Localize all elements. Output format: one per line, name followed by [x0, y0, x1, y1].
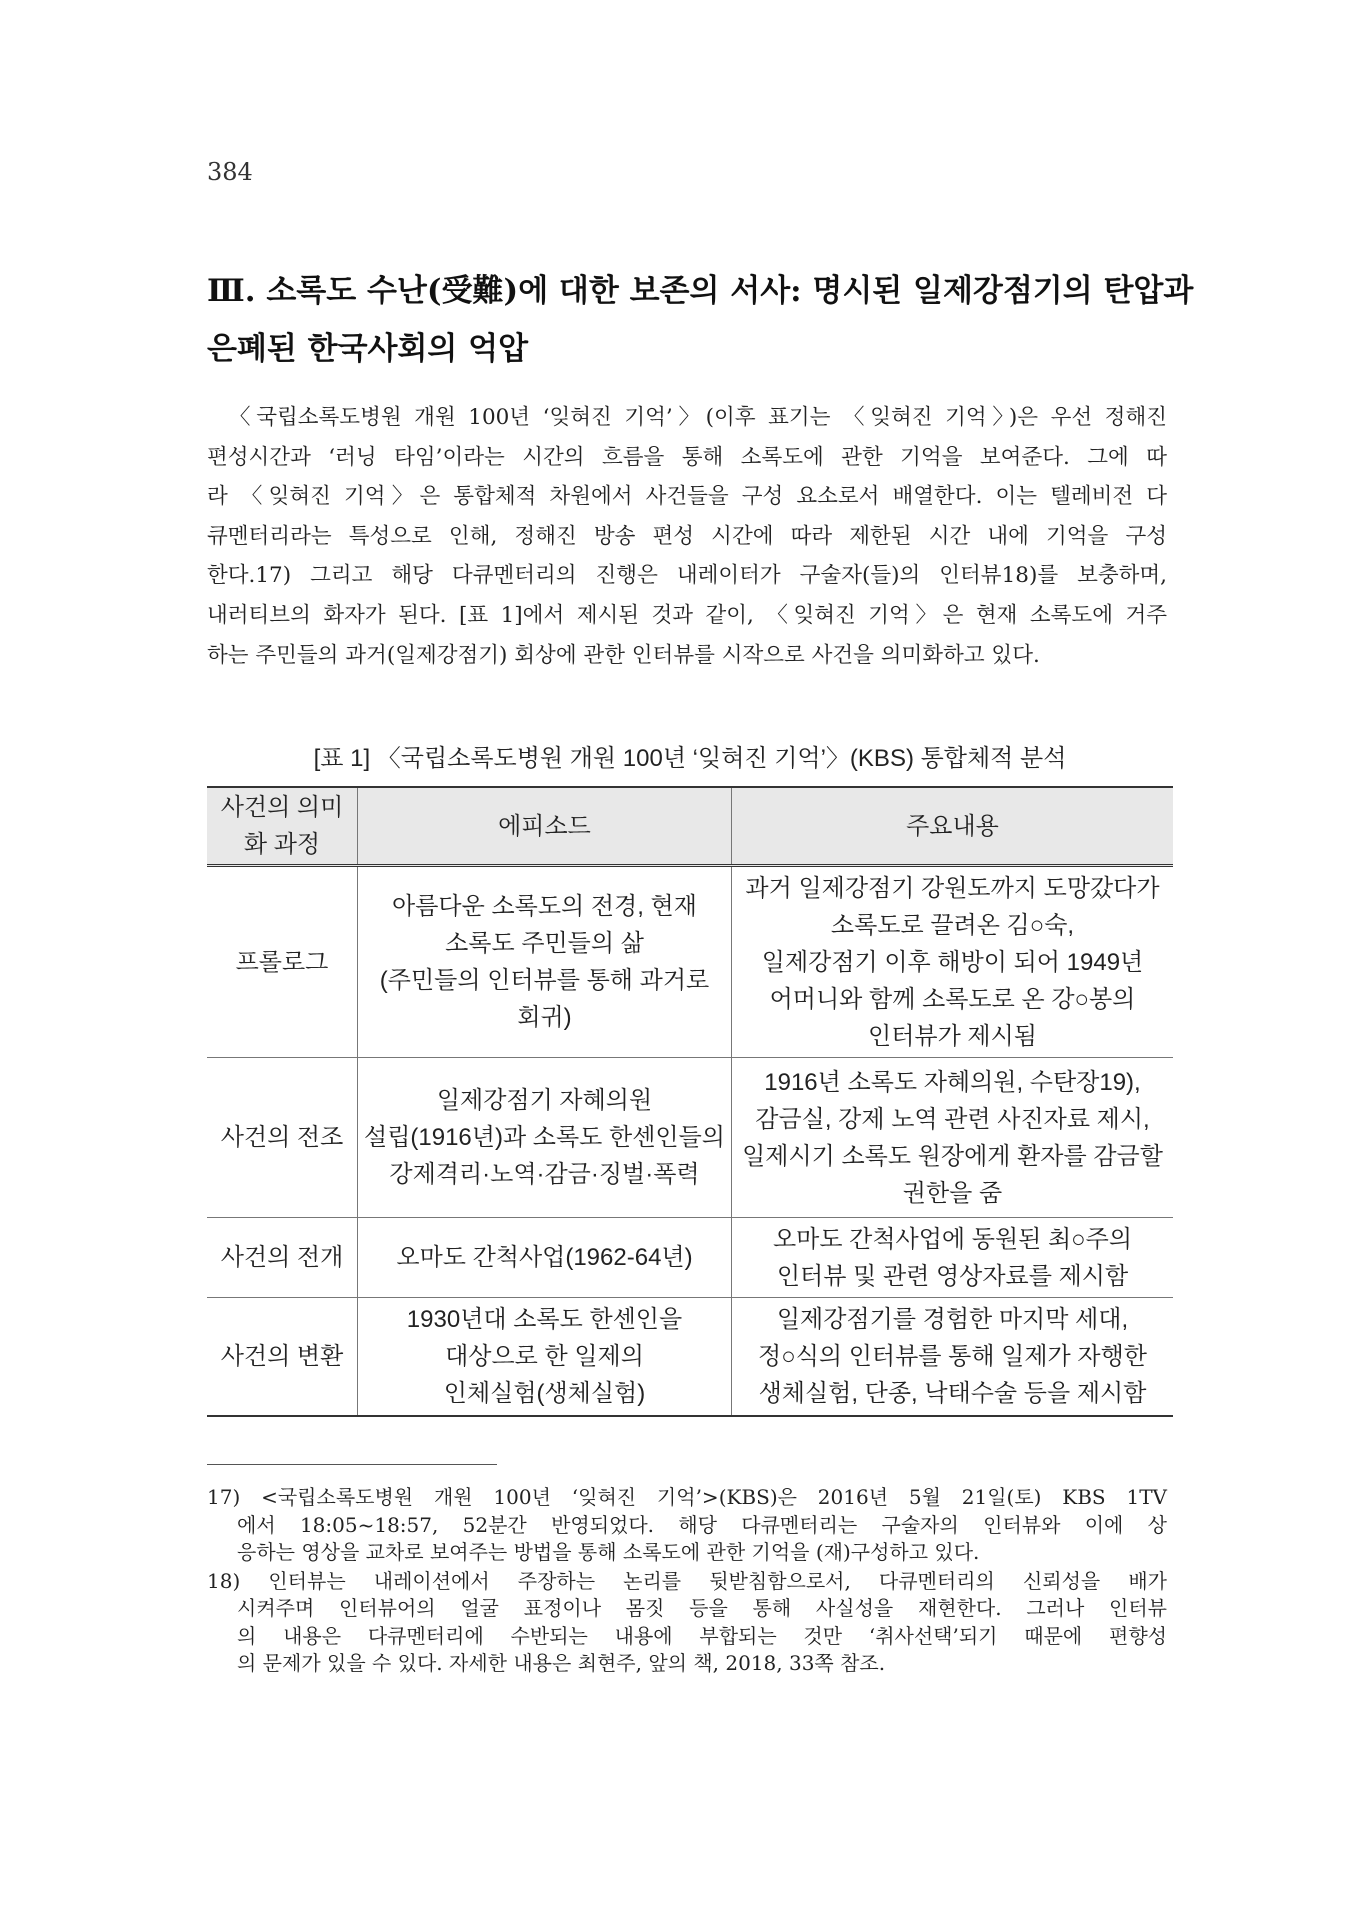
page-number: 384 [207, 158, 253, 186]
content-cell [732, 866, 1174, 1058]
section-heading-line: Ⅲ. 소록도 수난(受難)에 대한 보존의 서사: 명시된 일제강점기의 탄압과 [207, 273, 1194, 309]
column-header-stage: 사건의 의미화 과정 [207, 787, 358, 866]
cell-line: 생체실험, 단종, 낙태수술 등을 제시함 [758, 1379, 1147, 1407]
cell-line: 아름다운 소록도의 전경, 현재 [392, 893, 697, 920]
episode-cell [358, 1058, 732, 1218]
cell-line: 일제시기 소록도 원장에게 환자를 감금할 [742, 1142, 1163, 1170]
cell-line: 감금실, 강제 노역 관련 사진자료 제시, [755, 1105, 1150, 1133]
stage-cell: 사건의 변환 [207, 1298, 358, 1416]
cell-line: 대상으로 한 일제의 [445, 1342, 644, 1370]
cell-line: 회귀) [517, 1004, 572, 1031]
episode-cell [358, 1218, 732, 1298]
footnote-17 [207, 1484, 1167, 1567]
cell-line: 강제격리·노역·감금·징벌·폭력 [389, 1161, 700, 1188]
cell-line: 일제강점기 이후 해방이 되어 1949년 [761, 948, 1144, 976]
cell-line: 소록도 주민들의 삶 [445, 930, 644, 957]
content-cell [732, 1058, 1174, 1218]
paragraph-line: 내러티브의 화자가 된다. [표 1]에서 제시된 것과 같이, 〈잊혀진 기억〉은 현재 소록도에 거주 [207, 602, 1167, 628]
cell-line: 설립(1916년)과 소록도 한센인들의 [364, 1124, 725, 1151]
cell-line: 인터뷰 및 관련 영상자료를 제시함 [776, 1262, 1129, 1290]
cell-line: 1930년대 소록도 한센인을 [406, 1305, 683, 1333]
cell-line: 인체실험(생체실험) [443, 1379, 646, 1407]
table-row [207, 1218, 1173, 1298]
cell-line: 일제강점기 자혜의원 [436, 1087, 653, 1114]
body-paragraph [207, 398, 1167, 675]
section-heading-line: 은폐된 한국사회의 억압 [207, 331, 529, 367]
paragraph-line: 하는 주민들의 과거(일제강점기) 회상에 관한 인터뷰를 시작으로 사건을 의미화하고 있다. [207, 642, 1040, 668]
cell-line: 1916년 소록도 자혜의원, 수탄장19), [764, 1068, 1141, 1096]
section-heading [207, 262, 1194, 378]
table-row [207, 1058, 1173, 1218]
footnote-divider [207, 1464, 497, 1465]
column-header-content: 주요내용 [732, 787, 1174, 866]
footnote-18 [207, 1568, 1167, 1678]
cell-line: 과거 일제강점기 강원도까지 도망갔다가 [745, 874, 1160, 902]
content-cell [732, 1298, 1174, 1416]
cell-line: 소록도로 끌려온 김○숙, [830, 911, 1075, 939]
table-caption: [표 1] 〈국립소록도병원 개원 100년 ‘잊혀진 기억’〉(KBS) 통합체적 분석 [313, 745, 1067, 772]
cell-line: 오마도 간척사업에 동원된 최○주의 [772, 1225, 1133, 1253]
cell-line: 권한을 줌 [902, 1179, 1003, 1207]
table-row [207, 1298, 1173, 1416]
stage-cell: 프롤로그 [207, 866, 358, 1058]
table-header-row [207, 787, 1173, 866]
footnote-line: 의 내용은 다큐멘터리에 수반되는 내용에 부합되는 것만 ‘취사선택’되기 때문에 편향성 [237, 1623, 1167, 1648]
footnote-line: 응하는 영상을 교차로 보여주는 방법을 통해 소록도에 관한 기억을 (재)구성하고 있다. [237, 1540, 980, 1564]
episode-cell [358, 866, 732, 1058]
cell-line: 인터뷰가 제시됨 [868, 1022, 1037, 1050]
footnote-line: 의 문제가 있을 수 있다. 자세한 내용은 최현주, 앞의 책, 2018, 33쪽 참조. [237, 1651, 886, 1675]
analysis-table [207, 786, 1173, 1417]
cell-line: 오마도 간척사업(1962-64년) [396, 1244, 693, 1271]
table-row [207, 866, 1173, 1058]
footnote-line: 에서 18:05~18:57, 52분간 반영되었다. 해당 다큐멘터리는 구술자의 인터뷰와 이에 상 [237, 1512, 1167, 1537]
cell-line: (주민들의 인터뷰를 통해 과거로 [379, 967, 710, 994]
paragraph-line: 편성시간과 ‘러닝 타임’이라는 시간의 흐름을 통해 소록도에 관한 기억을 보여준다. 그에 따 [207, 444, 1167, 470]
footnote-line: 18) 인터뷰는 내레이션에서 주장하는 논리를 뒷받침함으로서, 다큐멘터리의 신뢰성을 배가 [207, 1568, 1167, 1593]
table-header [207, 787, 1173, 866]
footnote-line: 17) <국립소록도병원 개원 100년 ‘잊혀진 기억’>(KBS)은 2016년 5월 21일(토) KBS 1TV [207, 1485, 1167, 1509]
stage-cell: 사건의 전조 [207, 1058, 358, 1218]
cell-line: 어머니와 함께 소록도로 온 강○봉의 [769, 985, 1136, 1013]
stage-cell: 사건의 전개 [207, 1218, 358, 1298]
content-cell [732, 1218, 1174, 1298]
cell-line: 정○식의 인터뷰를 통해 일제가 자행한 [758, 1342, 1147, 1370]
paragraph-line: 큐멘터리라는 특성으로 인해, 정해진 방송 편성 시간에 따라 제한된 시간 내에 기억을 구성 [207, 523, 1167, 549]
paragraph-line: 한다.17) 그리고 해당 다큐멘터리의 진행은 내레이터가 구술자(들)의 인터뷰18)를 보충하며, [207, 563, 1167, 589]
footnote-line: 시켜주며 인터뷰어의 얼굴 표정이나 몸짓 등을 통해 사실성을 재현한다. 그러나 인터뷰 [237, 1596, 1167, 1620]
paragraph-line: 〈국립소록도병원 개원 100년 ‘잊혀진 기억’〉(이후 표기는 〈잊혀진 기억〉)은 우선 정해진 [229, 405, 1167, 430]
footnotes [207, 1484, 1167, 1679]
cell-line: 일제강점기를 경험한 마지막 세대, [776, 1305, 1129, 1333]
column-header-episode: 에피소드 [358, 787, 732, 866]
paragraph-line: 라 〈잊혀진 기억〉은 통합체적 차원에서 사건들을 구성 요소로서 배열한다. 이는 텔레비전 다 [207, 484, 1167, 510]
episode-cell [358, 1298, 732, 1416]
